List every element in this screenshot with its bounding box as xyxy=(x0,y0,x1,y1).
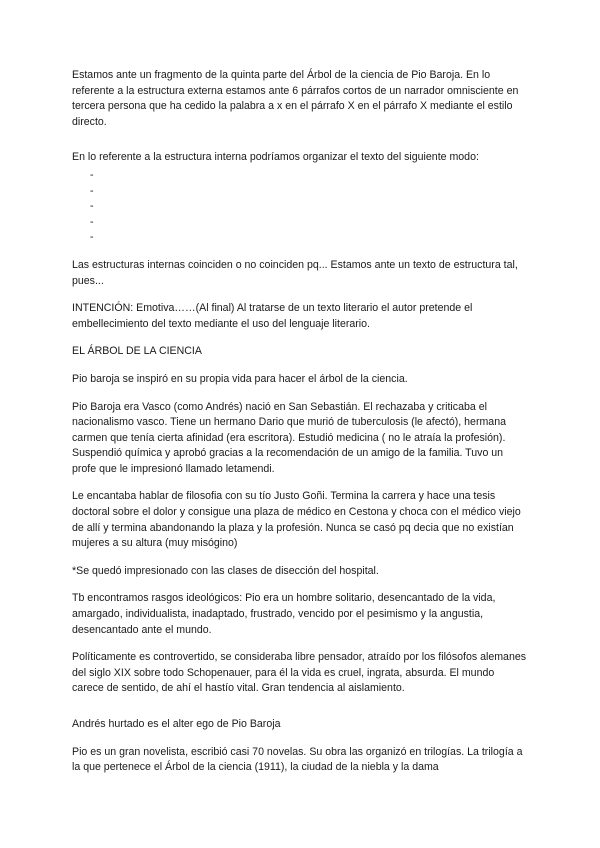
list-item: - xyxy=(90,168,94,181)
section-heading: EL ÁRBOL DE LA CIENCIA xyxy=(72,345,202,358)
intention-paragraph: INTENCIÓN: Emotiva……(Al final) Al tratarse de un texto literario el autor pretende el embellecimiento del texto mediante el uso del lenguaje literario. xyxy=(72,302,473,330)
list-item: - xyxy=(90,184,94,197)
dash-list xyxy=(72,168,528,246)
list-item: - xyxy=(90,231,94,244)
ideology-paragraph: Tb encontramos rasgos ideológicos: Pio era un hombre solitario, desencantado de la vida, amargado, individualista, inadaptado, frustrado, vencido por el pesimismo y la angustia, desencantado ante el mundo. xyxy=(72,592,496,636)
document-body xyxy=(72,68,528,788)
list-item: - xyxy=(90,200,94,213)
internal-structure-paragraph: En lo referente a la estructura interna podríamos organizar el texto del siguiente modo: xyxy=(72,151,479,164)
structures-paragraph: Las estructuras internas coinciden o no coinciden pq... Estamos ante un texto de estructura tal, pues... xyxy=(72,258,518,287)
list-item: - xyxy=(90,215,94,228)
intro-paragraph: Estamos ante un fragmento de la quinta parte del Árbol de la ciencia de Pio Baroja. En lo referente a la estructura externa estamos ante 6 párrafos cortos de un narrador omnisciente en tercera persona que ha cedido la palabra a x en el párrafo X en el párrafo X mediante el estilo directo. xyxy=(72,69,519,128)
biography-paragraph: Pio Baroja era Vasco (como Andrés) nació en San Sebastián. El rechazaba y criticaba el nacionalismo vasco. Tiene un hermano Dario que murió de tuberculosis (le afectó), hermana carmen que tenía cierta afinidad (era escritora). Estudió medicina ( no le atraía la profesión). Suspendió química y aprobó gracias a la recomendación de un amigo de la familia. Tuvo un profe que le impresionó llamado letamendi. xyxy=(72,400,506,475)
alter-ego-paragraph: Andrés hurtado es el alter ego de Pio Baroja xyxy=(72,718,281,730)
dissection-note: *Se quedó impresionado con las clases de disección del hospital. xyxy=(72,564,379,577)
novelist-paragraph: Pio es un gran novelista, escribió casi 70 novelas. Su obra las organizó en trilogías. La trilogía a la que pertenece el Árbol de la ciencia (1911), la ciudad de la niebla y la dama xyxy=(72,745,523,774)
politics-paragraph: Políticamente es controvertido, se consideraba libre pensador, atraído por los filósofos alemanes del siglo XIX sobre todo Schopenauer, para él la vida es cruel, ingrata, absurda. El mundo carece de sentido, de ahí el hastío vital. Gran tendencia al aislamiento. xyxy=(72,651,527,695)
philosophy-paragraph: Le encantaba hablar de filosofia con su tío Justo Goñi. Termina la carrera y hace una tesis doctoral sobre el dolor y consigue una plaza de médico en Cestona y choca con el médico viejo de allí y termina abandonando la plaza y la profesión. Nunca se casó pq decia que no existían mujeres a su altura (muy misógino) xyxy=(72,490,521,550)
inspiration-paragraph: Pio baroja se inspiró en su propia vida para hacer el árbol de la ciencia. xyxy=(72,372,408,385)
